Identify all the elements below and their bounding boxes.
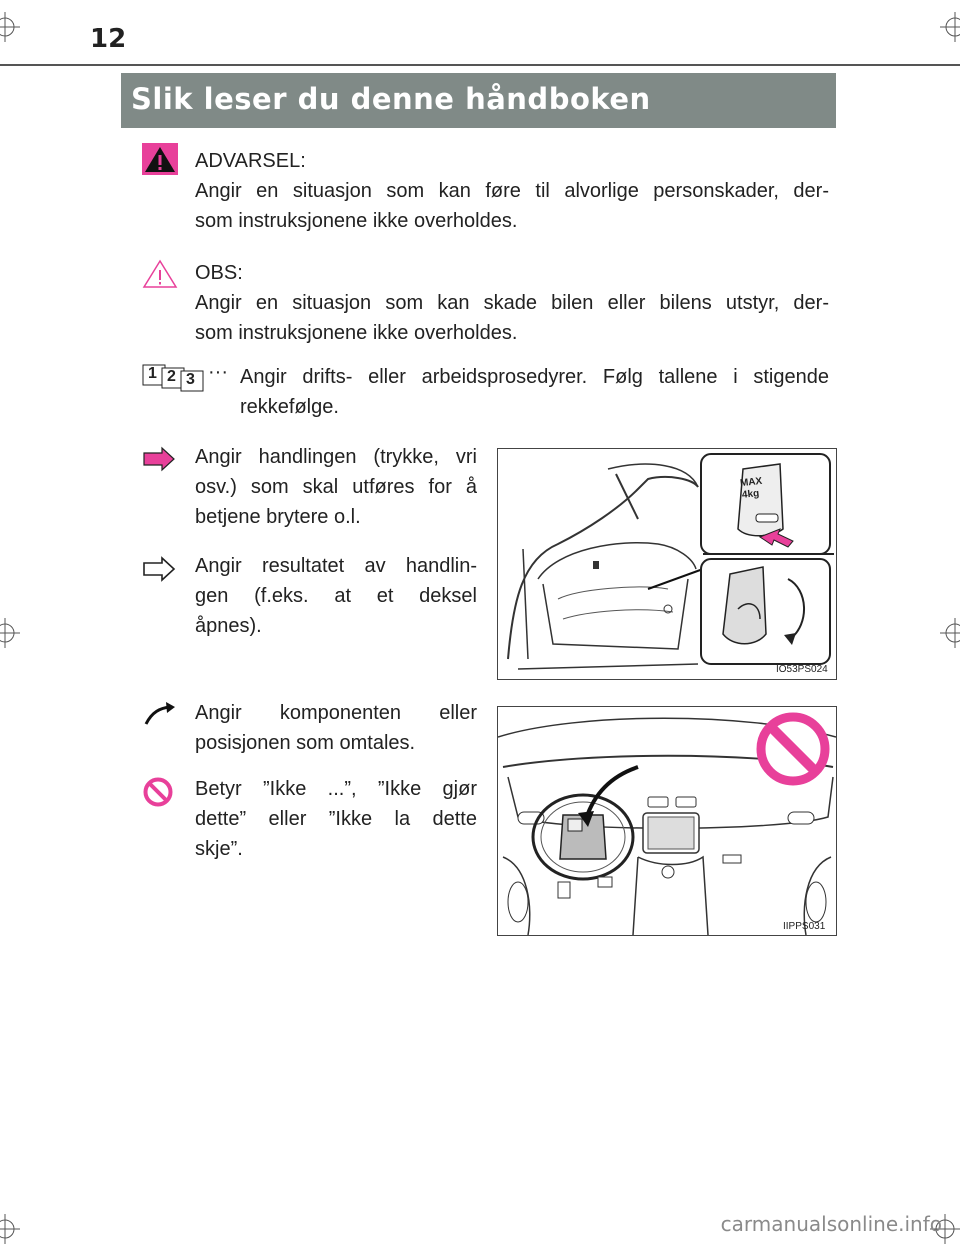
component-line: Angir komponenten eller [195,702,477,724]
step-number-icons [142,364,212,394]
action-line: Angir handlingen (trykke, vri [195,446,477,468]
registration-mark-icon [940,12,960,42]
result-line: Angir resultatet av handlin- [195,555,477,577]
warning-line: som instruksjonene ikke overholdes. [195,210,518,232]
result-line: gen (f.eks. at et deksel [195,585,477,607]
registration-mark-icon [940,618,960,648]
prohibition-block [195,774,477,864]
hook-label-weight: 4kg [741,488,760,501]
figure-code: IIPPS031 [783,921,826,932]
watermark: carmanualsonline.info [720,1212,942,1236]
result-block [195,551,477,641]
registration-mark-icon [0,1214,20,1244]
dashboard-illustration [498,707,836,935]
result-line: åpnes). [195,615,262,637]
registration-mark-icon [0,12,20,42]
caution-outline-triangle-icon [142,258,178,290]
figure-luggage-hook [497,448,837,680]
notice-line: som instruksjonene ikke overholdes. [195,322,518,344]
notice-heading: OBS: [195,262,243,284]
outline-arrow-icon [142,556,176,582]
notice-block [195,258,829,348]
registration-mark-icon [0,618,20,648]
prohibition-icon [142,776,174,808]
hook-label-max: MAX [739,475,763,490]
warning-line: Angir en situasjon som kan føre til alvorlige personskader, der- [195,180,829,202]
steps-line: Angir drifts- eller arbeidsprosedyrer. Følg tallene i stigende [240,366,829,388]
steps-line: rekkefølge. [240,396,339,418]
curved-pointer-arrow-icon [142,700,176,726]
figure-dashboard [497,706,837,936]
warning-triangle-icon [142,143,178,175]
page-number: 12 [90,24,127,54]
filled-arrow-icon [142,446,176,472]
action-line: osv.) som skal utføres for å [195,476,477,498]
action-line: betjene brytere o.l. [195,506,361,528]
luggage-compartment-illustration [498,449,836,679]
prohibition-line: Betyr ”Ikke ...”, ”Ikke gjør [195,778,477,800]
step-number: 2 [167,368,176,385]
notice-line: Angir en situasjon som kan skade bilen eller bilens utstyr, der- [195,292,829,314]
step-number: 1 [148,365,157,382]
component-block [195,698,477,758]
component-line: posisjonen som omtales. [195,732,416,754]
warning-block [195,146,829,236]
warning-heading: ADVARSEL: [195,150,306,172]
header-rule [0,64,960,66]
action-block [195,442,477,532]
steps-block [240,362,829,422]
section-title: Slik leser du denne håndboken [131,82,651,116]
prohibition-line: dette” eller ”Ikke la dette [195,808,477,830]
steps-ellipsis: ··· [208,361,228,383]
section-banner [121,73,836,128]
prohibition-line: skje”. [195,838,243,860]
step-number: 3 [186,371,195,388]
figure-code: IO53PS024 [776,664,828,675]
